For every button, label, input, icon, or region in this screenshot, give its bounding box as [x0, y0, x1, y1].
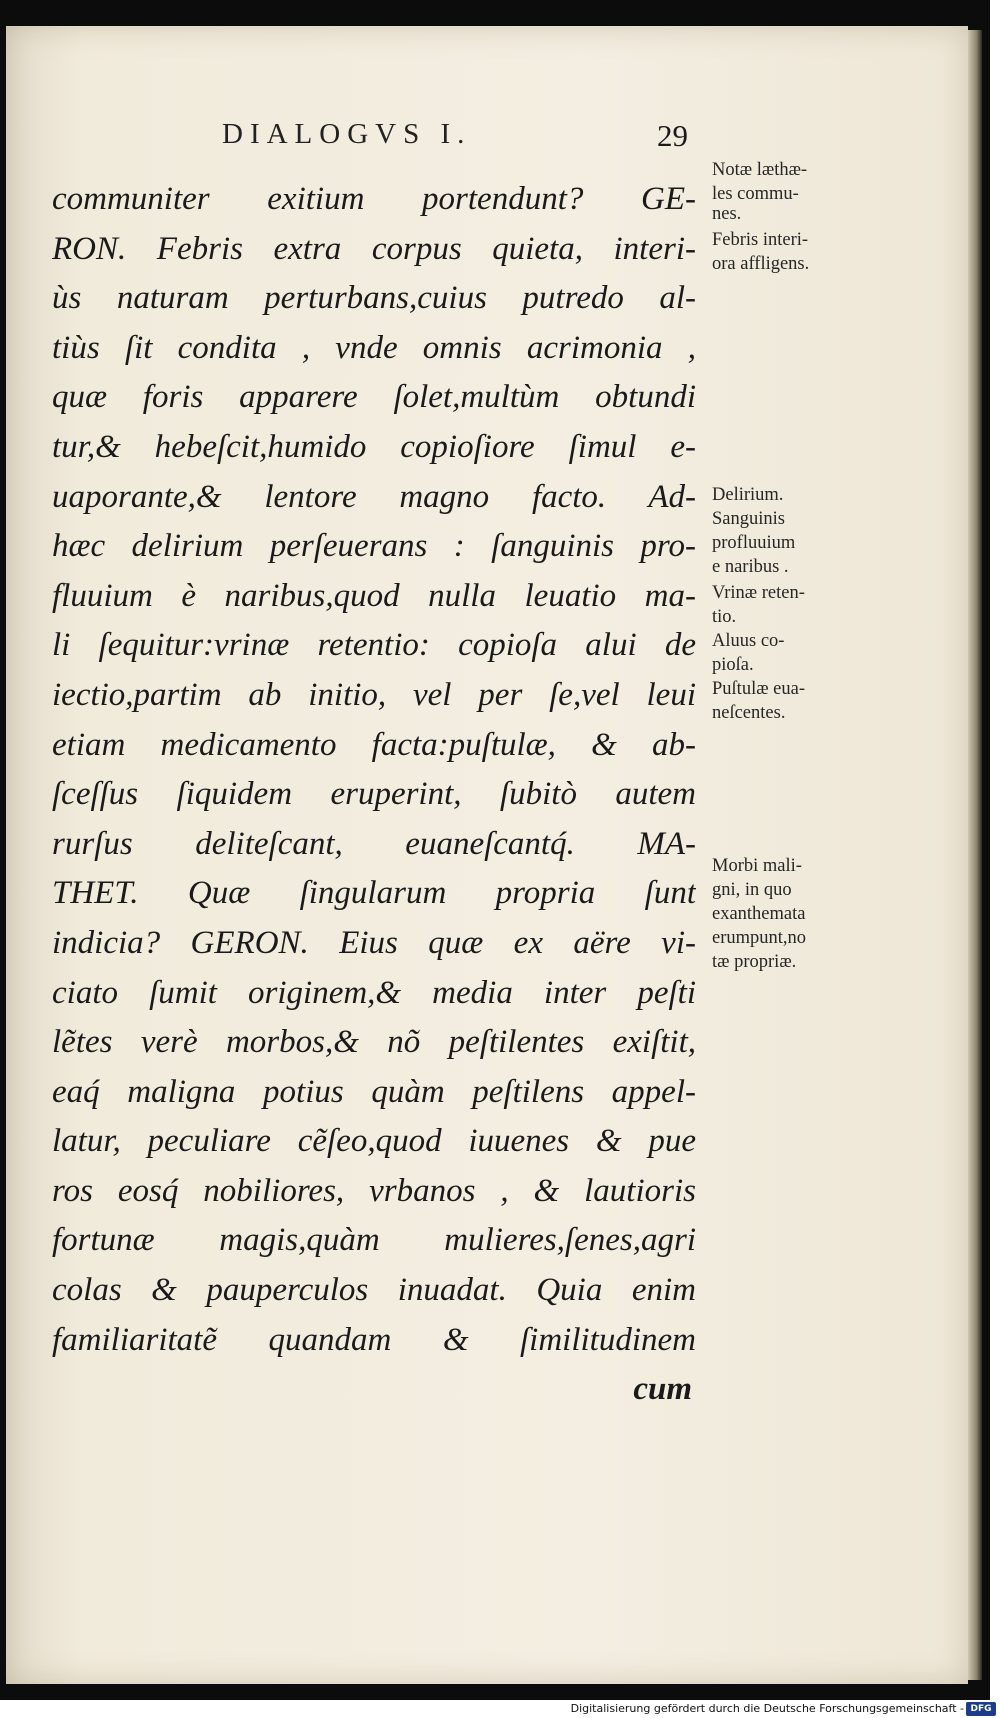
text-line: THET. Quæ ſingularum propria ſunt	[52, 875, 696, 912]
margin-note-line: profluuium	[712, 533, 796, 553]
margin-note-line: pioſa.	[712, 655, 754, 675]
margin-note-line: Vrinæ reten-	[712, 583, 805, 603]
text-line: lẽtes verè morbos,& nõ peſtilentes exiſtit,	[52, 1024, 696, 1061]
text-line: fortunæ magis,quàm mulieres,ſenes,agri	[52, 1222, 696, 1259]
text-line: familiaritatẽ quandam & ſimilitudinem	[52, 1321, 696, 1358]
margin-note-line: les commu-	[712, 184, 799, 204]
digitization-credit: Digitalisierung gefördert durch die Deutsche Forschungsgemeinschaft -	[570, 1702, 964, 1715]
margin-note-line: neſcentes.	[712, 703, 786, 723]
page-number: 29	[657, 118, 688, 153]
margin-note-line: exanthemata	[712, 904, 806, 924]
text-line: communiter exitium portendunt? GE-	[52, 181, 696, 217]
margin-note-line: Sanguinis	[712, 509, 785, 529]
main-text-block	[52, 175, 696, 1445]
margin-note-line: nes.	[712, 204, 742, 224]
text-line: ſceſſus ſiquidem eruperint, ſubitò autem	[52, 776, 696, 813]
text-line: fluuium è naribus,quod nulla leuatio ma-	[52, 577, 696, 614]
margin-note-line: tio.	[712, 607, 737, 627]
margin-note-line: Aluus co-	[712, 631, 785, 651]
margin-note-line: gni, in quo	[712, 880, 792, 900]
text-line: ùs naturam perturbans,cuius putredo al-	[52, 280, 696, 317]
text-line: colas & pauperculos inuadat. Quia enim	[52, 1272, 696, 1309]
margin-note-line: erumpunt,no	[712, 928, 807, 948]
text-line: li ſequitur:vrinæ retentio: copioſa alui de	[52, 627, 696, 664]
text-line: hæc delirium perſeuerans : ſanguinis pro-	[52, 528, 696, 565]
text-line: etiam medicamento facta:puſtulæ, & ab-	[52, 726, 696, 763]
margin-note-line: Febris interi-	[712, 230, 809, 250]
running-head: DIALOGVS I.	[222, 118, 472, 150]
text-line: uaporante,& lentore magno facto. Ad-	[52, 478, 696, 515]
text-line: quæ foris apparere ſolet,multùm obtundi	[52, 379, 696, 416]
dfg-logo: DFG	[966, 1702, 996, 1716]
text-line: ros eosq́ nobiliores, vrbanos , & lautioris	[52, 1172, 696, 1209]
marginal-notes	[712, 158, 862, 1058]
margin-note-line: tæ propriæ.	[712, 952, 797, 972]
text-line: tiùs ſit condita , vnde omnis acrimonia ,	[52, 329, 696, 366]
text-line: ciato ſumit originem,& media inter peſti	[52, 974, 696, 1011]
text-line: iectio,partim ab initio, vel per ſe,vel leui	[52, 676, 696, 713]
text-line: RON. Febris extra corpus quieta, interi-	[52, 230, 696, 267]
margin-note-line: Puſtulæ eua-	[712, 679, 806, 699]
margin-note-line: Delirium.	[712, 485, 784, 505]
text-line: rurſus deliteſcant, euaneſcantq́. MA-	[52, 825, 696, 862]
catchword: cum	[633, 1371, 692, 1408]
text-line: indicia? GERON. Eius quæ ex aëre vi-	[52, 924, 696, 961]
text-line: eaq́ maligna potius quàm peſtilens appel-	[52, 1073, 696, 1110]
margin-note-line: ora affligens.	[712, 254, 810, 274]
margin-note-line: Morbi mali-	[712, 856, 802, 876]
margin-note-line: e naribus .	[712, 557, 789, 577]
text-line: tur,& hebeſcit,humido copioſiore ſimul e-	[52, 428, 696, 465]
text-line: latur, peculiare cẽſeo,quod iuuenes & pue	[52, 1123, 696, 1160]
margin-note-line: Notæ læthæ-	[712, 160, 808, 180]
page-edge-shadow	[968, 30, 982, 1680]
